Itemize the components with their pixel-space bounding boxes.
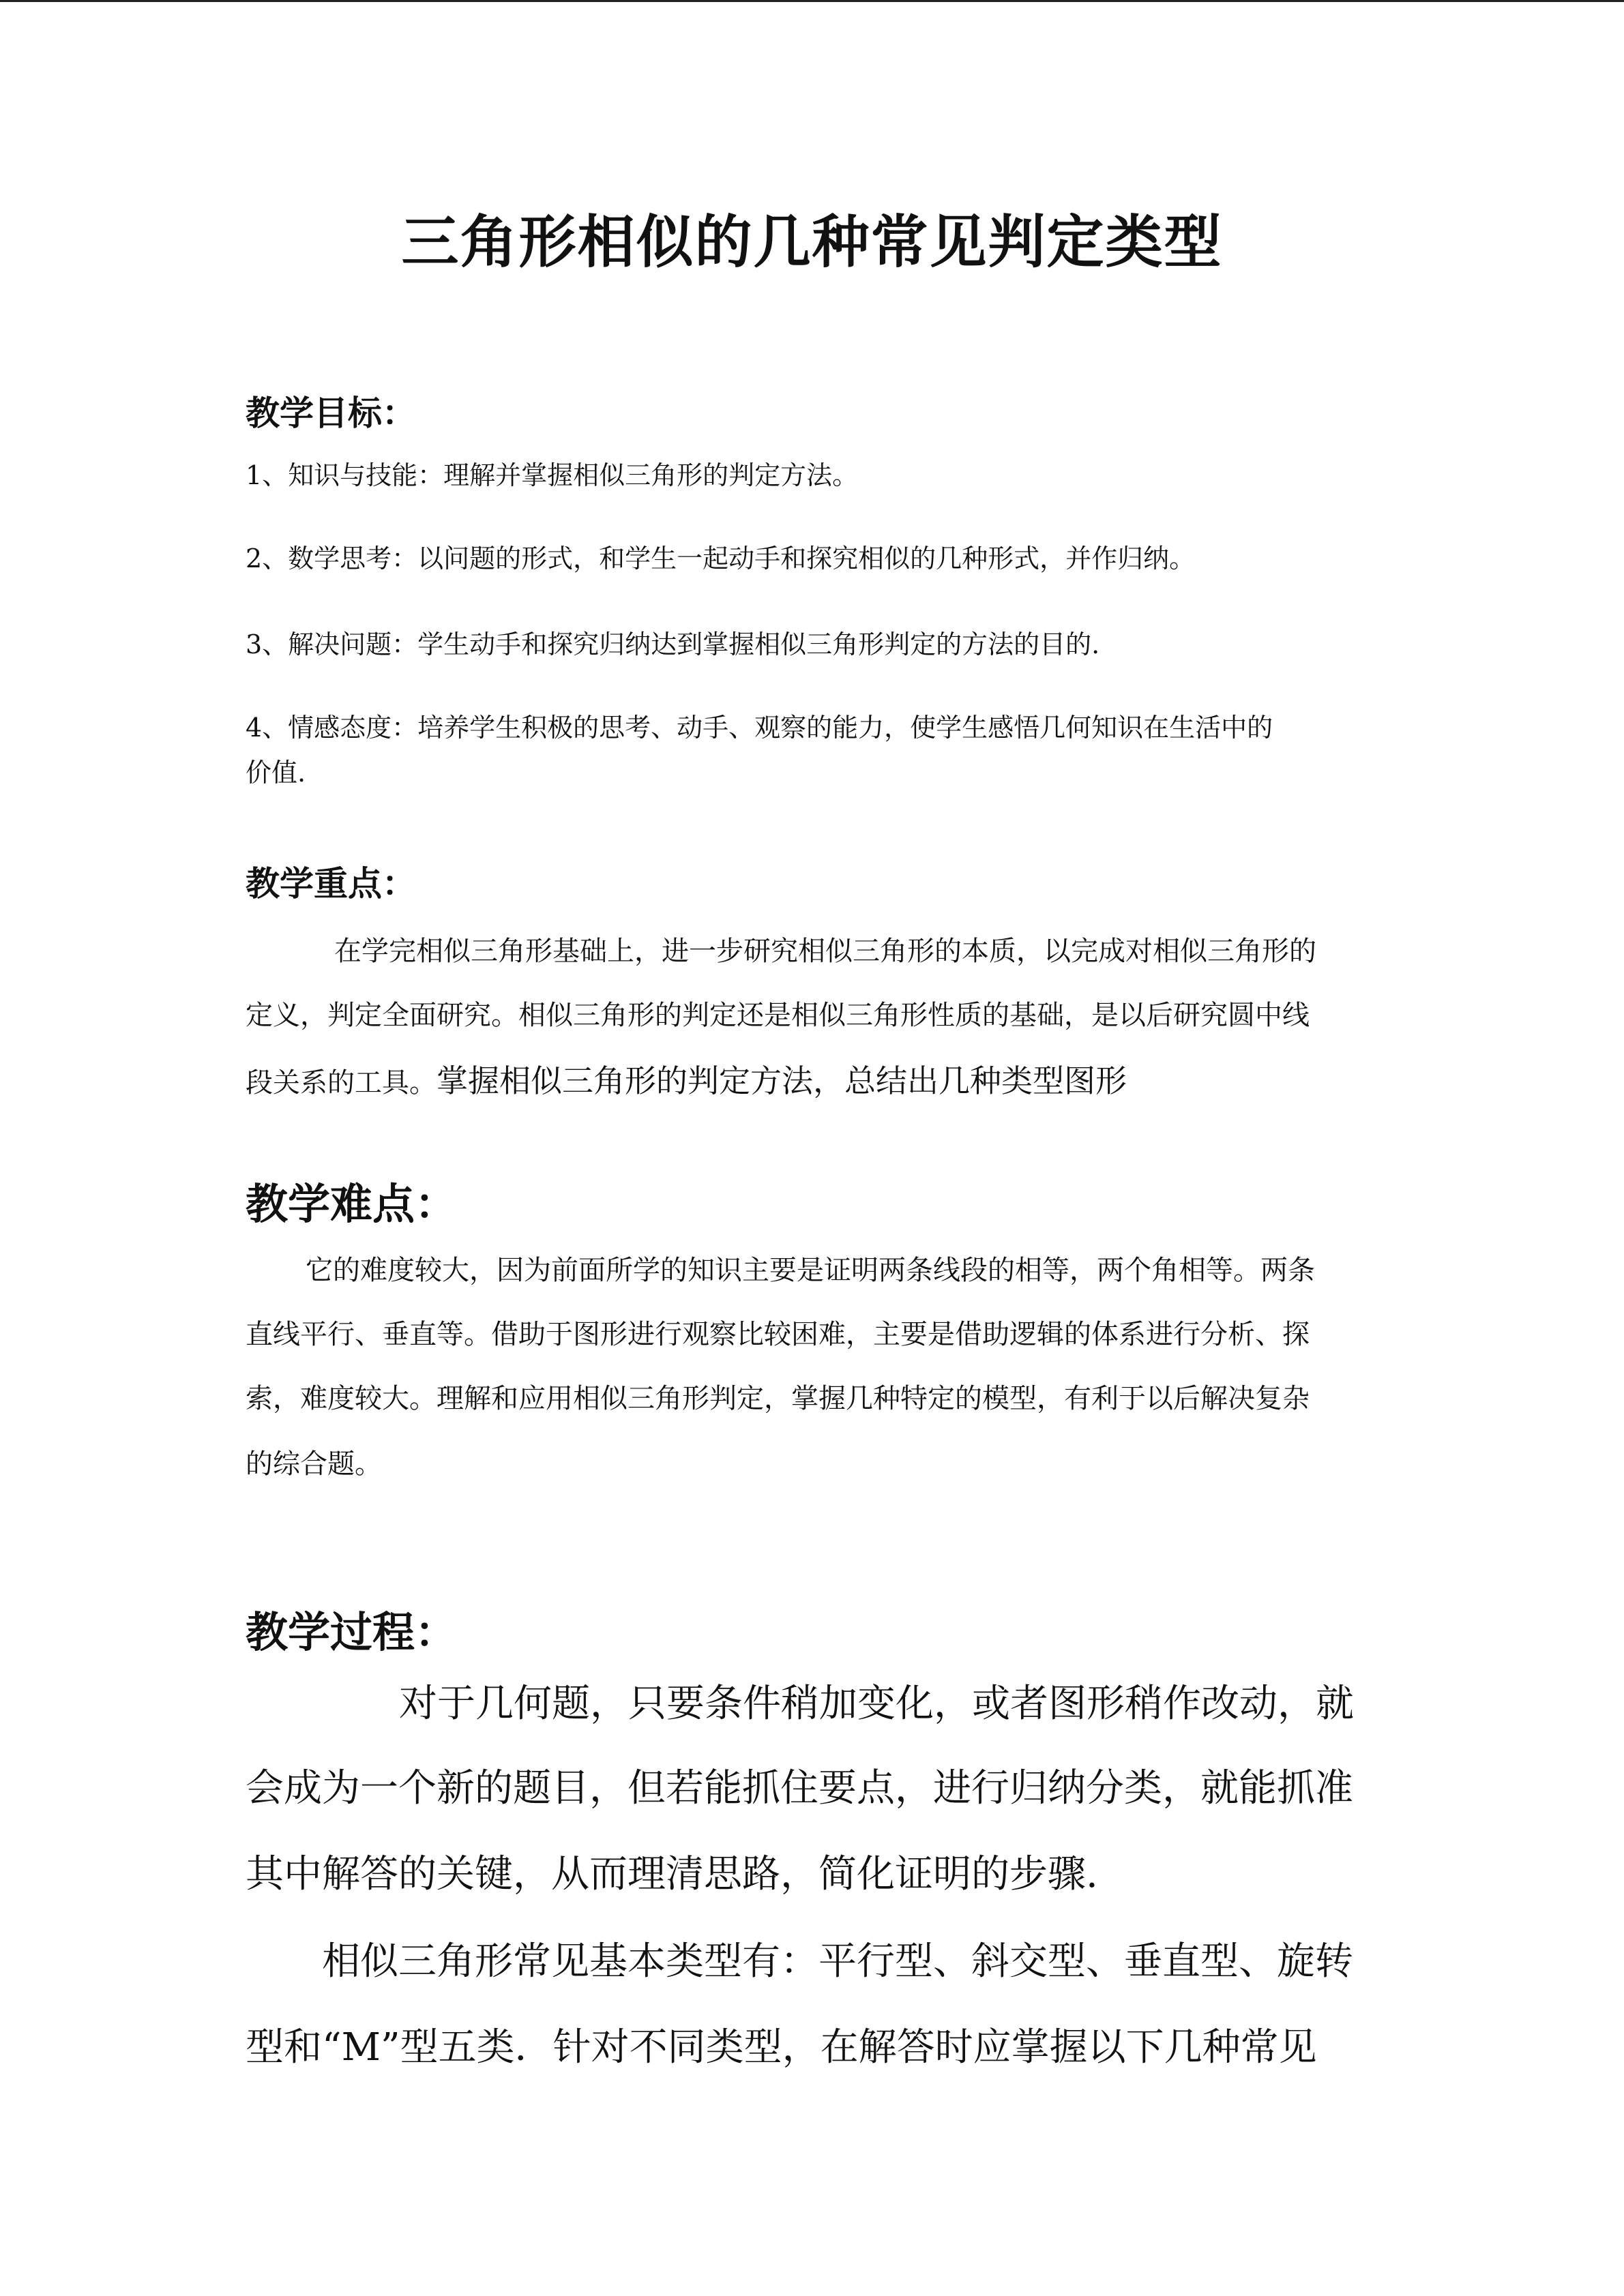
process-line-5: 型和“M”型五类．针对不同类型，在解答时应掌握以下几种常见 [246, 2025, 1317, 2070]
key-points-line-3 [246, 1062, 1127, 1099]
goal-line-1: 1、知识与技能：理解并掌握相似三角形的判定方法。 [246, 460, 859, 490]
goal-line-4-continued: 价值. [246, 758, 306, 788]
difficulties-line-2: 直线平行、垂直等。借助于图形进行观察比较困难，主要是借助逻辑的体系进行分析、探 [246, 1319, 1310, 1350]
key-points-heading: 教学重点： [246, 864, 416, 904]
teaching-goals-heading: 教学目标： [246, 393, 416, 433]
goal-line-3: 3、解决问题：学生动手和探究归纳达到掌握相似三角形判定的方法的目的. [246, 629, 1100, 659]
process-line-2: 会成为一个新的题目，但若能抓住要点，进行归纳分类，就能抓准 [246, 1766, 1353, 1810]
key-points-line-1: 在学完相似三角形基础上，进一步研究相似三角形的本质，以完成对相似三角形的 [334, 936, 1316, 967]
key-points-line-3-start: 段关系的工具。 [246, 1067, 437, 1099]
difficulties-line-3: 索，难度较大。理解和应用相似三角形判定，掌握几种特定的模型，有利于以后解决复杂 [246, 1383, 1310, 1414]
process-heading: 教学过程： [246, 1607, 458, 1657]
key-points-line-2: 定义，判定全面研究。相似三角形的判定还是相似三角形性质的基础，是以后研究圆中线 [246, 1000, 1310, 1031]
process-line-3: 其中解答的关键，从而理清思路，简化证明的步骤. [246, 1852, 1098, 1896]
goal-line-4: 4、情感态度：培养学生积极的思考、动手、观察的能力，使学生感悟几何知识在生活中的 [246, 713, 1273, 743]
process-line-1: 对于几何题，只要条件稍加变化，或者图形稍作改动，就 [399, 1682, 1354, 1726]
difficulties-line-4: 的综合题。 [246, 1448, 382, 1480]
goal-line-2: 2、数学思考：以问题的形式，和学生一起动手和探究相似的几种形式，并作归纳。 [246, 543, 1196, 573]
process-line-4: 相似三角形常见基本类型有：平行型、斜交型、垂直型、旋转 [322, 1939, 1353, 1984]
key-points-line-3-end: 掌握相似三角形的判定方法，总结出几种类型图形 [437, 1062, 1127, 1099]
difficulties-line-1: 它的难度较大，因为前面所学的知识主要是证明两条线段的相等，两个角相等。两条 [306, 1255, 1315, 1286]
difficulties-heading: 教学难点： [246, 1179, 458, 1229]
document-title: 三角形相似的几种常见判定类型 [401, 209, 1223, 275]
